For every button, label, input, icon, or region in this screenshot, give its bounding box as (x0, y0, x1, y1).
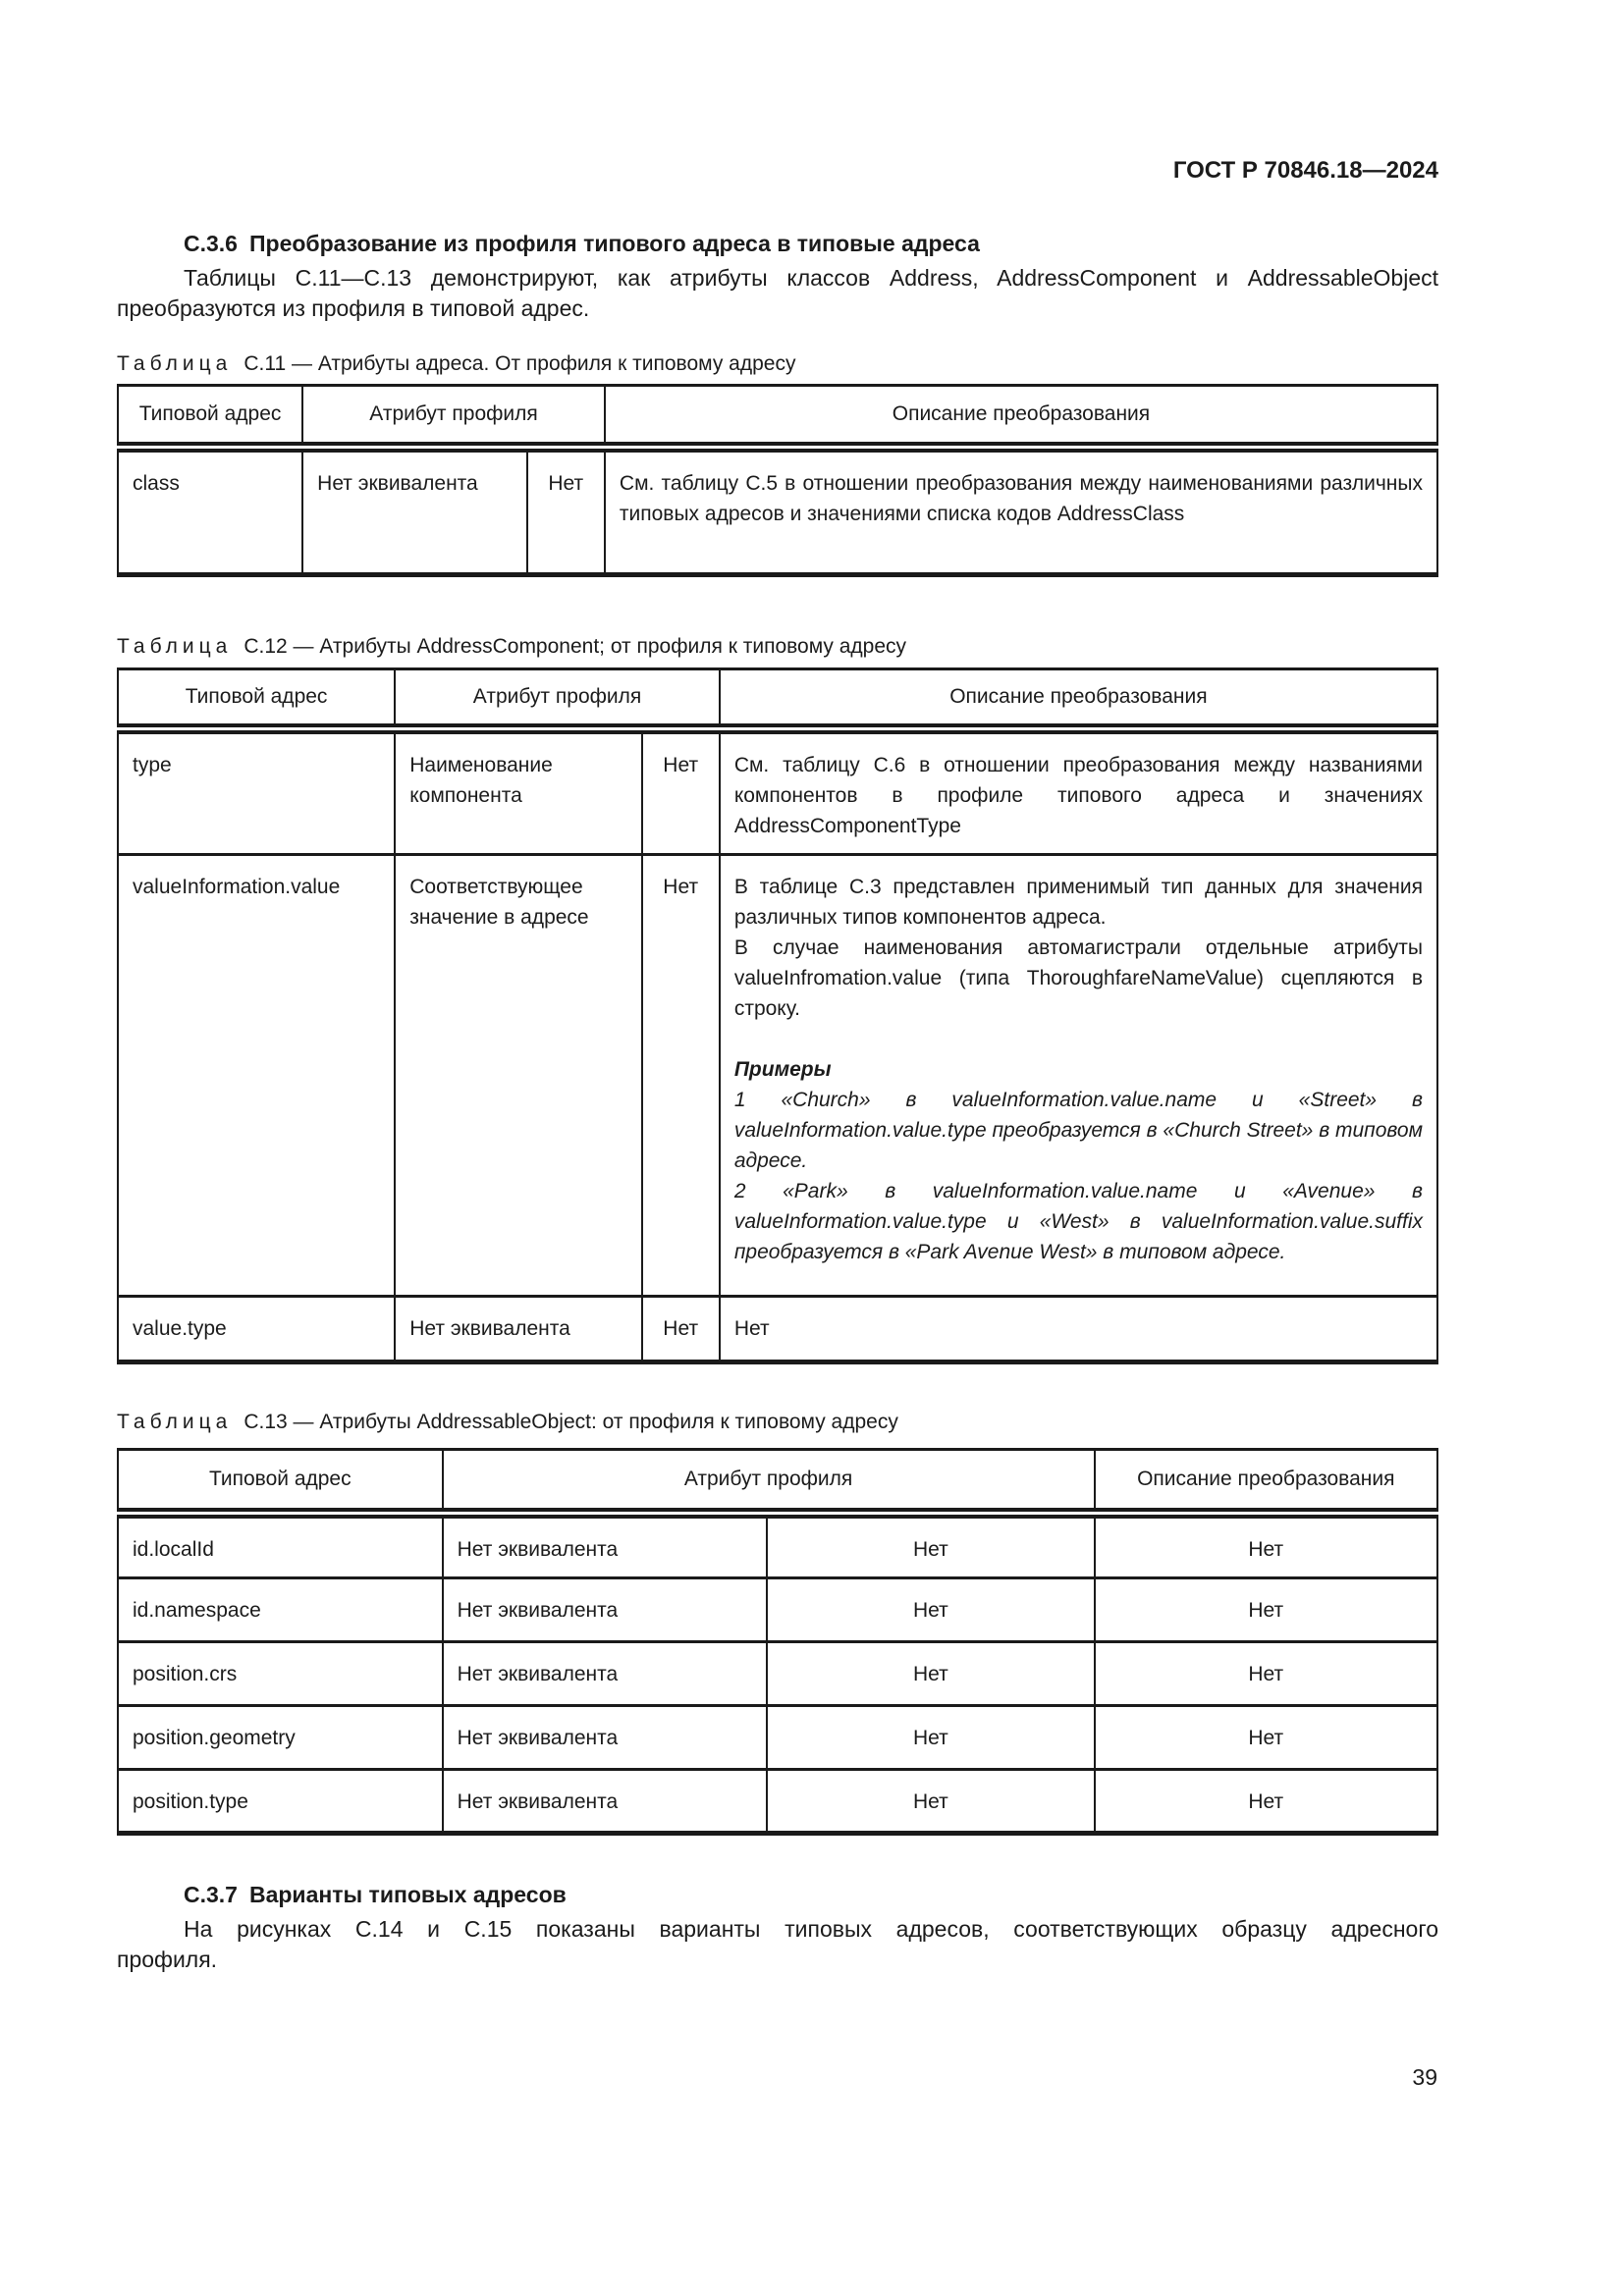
table-cell: Нет (527, 448, 605, 575)
header-cell: Атрибут профиля (395, 669, 720, 729)
section-c36-paragraph: Таблицы С.11—С.13 демонстрируют, как атрибуты классов Address, AddressComponent и AddressableObject преобразуются из профиля в типовой адрес. (117, 265, 1438, 321)
page-number: 39 (1412, 2064, 1437, 2090)
table-cell: id.namespace (118, 1578, 443, 1642)
table-row (118, 1514, 1437, 1578)
table-c11-header-row (118, 386, 1437, 448)
header-cell: Описание преобразования (605, 386, 1437, 448)
table-cell: Соответствующее значение в адресе (395, 855, 641, 1297)
page-content (117, 0, 1438, 1975)
table-row (118, 1770, 1437, 1834)
table-c12-header-row (118, 669, 1437, 729)
description-paragraph: В таблице С.3 представлен применимый тип данных для значения различных типов компонентов адреса. (733, 876, 1423, 929)
section-c36-title: Преобразование из профиля типового адреса в типовые адреса (248, 231, 980, 256)
table-c12 (117, 667, 1438, 1364)
table-cell: Нет эквивалента (443, 1770, 768, 1834)
table-cell: См. таблицу С.5 в отношении преобразования между наименованиями различных типовых адресов и значениями списка кодов AddressClass (605, 448, 1437, 575)
table-c13-caption-text: С.13 — Атрибуты AddressableObject: от профиля к типовому адресу (244, 1411, 898, 1433)
header-cell: Типовой адрес (118, 386, 302, 448)
header-cell: Атрибут профиля (443, 1450, 1095, 1514)
table-cell: type (118, 729, 395, 855)
table-c12-caption-word: Таблица (117, 635, 233, 658)
table-row (118, 1706, 1437, 1770)
table-cell: См. таблицу С.6 в отношении преобразования между названиями компонентов в профиле типового адреса и значениях AddressComponentType (720, 729, 1437, 855)
header-cell: Атрибут профиля (302, 386, 605, 448)
table-c13-caption (117, 1410, 1438, 1435)
header-cell: Описание преобразования (1095, 1450, 1437, 1514)
section-c36-number: С.3.6 (184, 231, 238, 256)
table-cell: Нет (767, 1770, 1094, 1834)
table-cell: Нет (767, 1578, 1094, 1642)
table-cell (720, 855, 1437, 1297)
section-c37-number: С.3.7 (184, 1882, 238, 1907)
table-c11-caption-word: Таблица (117, 352, 233, 375)
table-cell: Нет (642, 1297, 720, 1362)
table-c11 (117, 384, 1438, 577)
example-2: 2 «Park» в valueInformation.value.name и «Avenue» в valueInformation.value.type и «West» в valueInformation.value.suffix преобразуется в «Park Avenue West» в типовом адресе. (733, 1180, 1423, 1263)
table-cell: Нет (767, 1642, 1094, 1706)
table-cell: Нет (642, 855, 720, 1297)
table-c13-header-row (118, 1450, 1437, 1514)
table-cell: class (118, 448, 302, 575)
table-cell: Нет эквивалента (443, 1642, 768, 1706)
table-cell: value.type (118, 1297, 395, 1362)
table-cell: id.localId (118, 1514, 443, 1578)
table-cell: Нет (720, 1297, 1437, 1362)
table-cell: Нет (1095, 1514, 1437, 1578)
table-cell: Нет (1095, 1770, 1437, 1834)
running-header: ГОСТ Р 70846.18—2024 (1172, 157, 1438, 184)
example-1: 1 «Church» в valueInformation.value.name и «Street» в valueInformation.value.type преобразуется в «Church Street» в типовом адресе. (733, 1089, 1423, 1172)
table-c13-caption-word: Таблица (117, 1411, 233, 1433)
table-cell: Нет (642, 729, 720, 855)
table-row (118, 1578, 1437, 1642)
table-cell: Нет эквивалента (443, 1514, 768, 1578)
table-cell: position.geometry (118, 1706, 443, 1770)
table-cell: Нет (1095, 1578, 1437, 1642)
table-cell: Нет эквивалента (443, 1578, 768, 1642)
table-cell: Нет (767, 1706, 1094, 1770)
table-row (118, 1642, 1437, 1706)
table-c11-caption (117, 351, 1438, 377)
table-c12-caption-text: С.12 — Атрибуты AddressComponent; от профиля к типовому адресу (244, 635, 907, 658)
table-c11-caption-text: С.11 — Атрибуты адреса. От профиля к типовому адресу (244, 352, 796, 375)
table-cell: Наименование компонента (395, 729, 641, 855)
table-cell: valueInformation.value (118, 855, 395, 1297)
table-c12-caption (117, 634, 1438, 660)
table-c13 (117, 1448, 1438, 1836)
section-c37-title: Варианты типовых адресов (248, 1882, 567, 1907)
table-cell: position.crs (118, 1642, 443, 1706)
table-row (118, 729, 1437, 855)
header-cell: Типовой адрес (118, 669, 395, 729)
description-paragraph: В случае наименования автомагистрали отдельные атрибуты valueInfromation.value (типа ThoroughfareNameValue) сцепляются в строку. (733, 936, 1423, 1020)
table-cell: position.type (118, 1770, 443, 1834)
table-row (118, 855, 1437, 1297)
table-cell: Нет (1095, 1706, 1437, 1770)
table-cell: Нет (767, 1514, 1094, 1578)
examples-label: Примеры (733, 1058, 832, 1081)
section-c37-heading (117, 1880, 1438, 1909)
table-cell: Нет эквивалента (443, 1706, 768, 1770)
section-c37-paragraph: На рисунках С.14 и С.15 показаны варианты типовых адресов, соответствующих образцу адресного профиля. (117, 1916, 1438, 1972)
table-row (118, 1297, 1437, 1362)
table-row (118, 448, 1437, 575)
table-cell: Нет (1095, 1642, 1437, 1706)
header-cell: Описание преобразования (720, 669, 1437, 729)
table-cell: Нет эквивалента (395, 1297, 641, 1362)
section-c36-heading (117, 229, 1438, 258)
header-cell: Типовой адрес (118, 1450, 443, 1514)
table-cell: Нет эквивалента (302, 448, 526, 575)
